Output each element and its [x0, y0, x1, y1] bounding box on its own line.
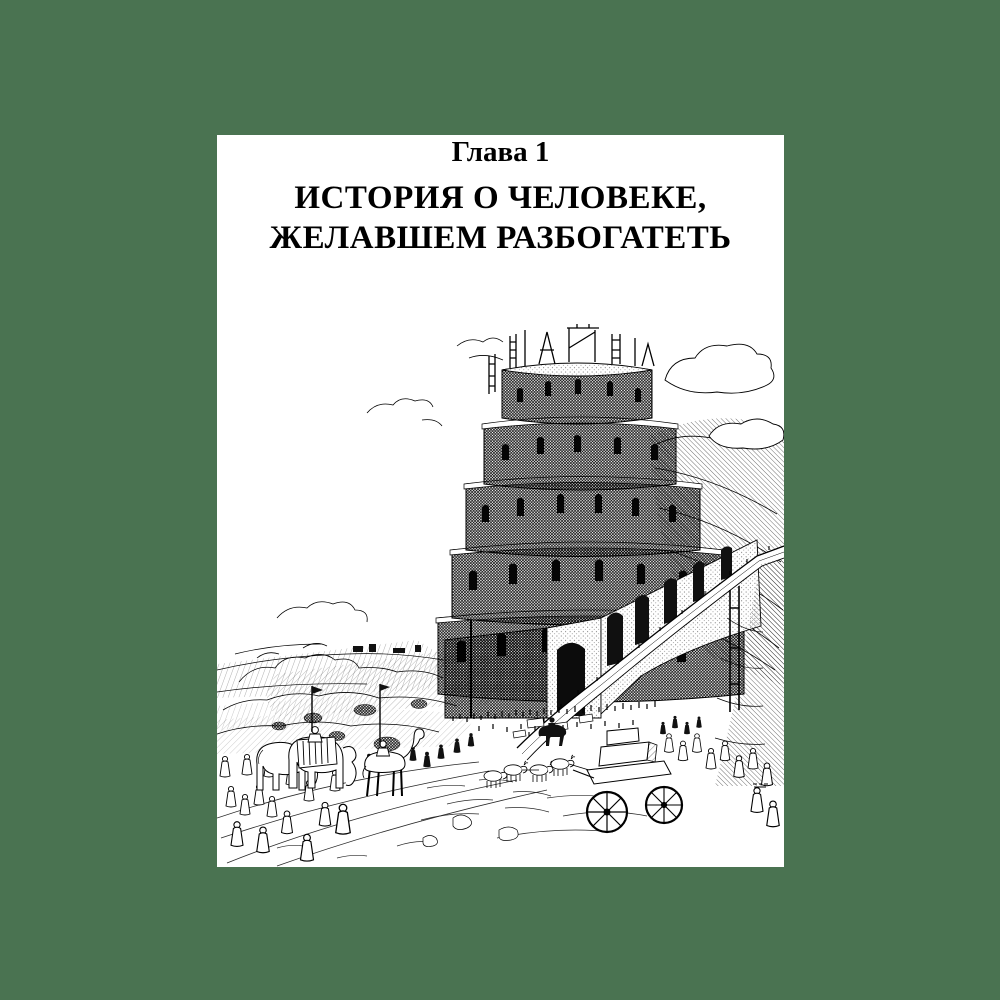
road-stones — [423, 815, 518, 847]
title-line-2: ЖЕЛАВШЕМ РАЗБОГАТЕТЬ — [269, 220, 732, 256]
book-page — [217, 135, 784, 867]
oxen-teams — [484, 755, 589, 788]
camel-rider-figure — [380, 741, 386, 747]
gatehouse — [445, 628, 547, 718]
book-title — [217, 178, 784, 258]
title-line-1: ИСТОРИЯ О ЧЕЛОВЕКЕ, — [294, 180, 707, 216]
road — [217, 762, 647, 866]
chapter-heading: Глава 1 — [451, 136, 550, 168]
cart-block-2 — [607, 728, 639, 745]
illustration-tower-of-babel — [217, 318, 784, 867]
crowd-right-far — [660, 716, 702, 734]
cart-block-1 — [599, 742, 649, 766]
